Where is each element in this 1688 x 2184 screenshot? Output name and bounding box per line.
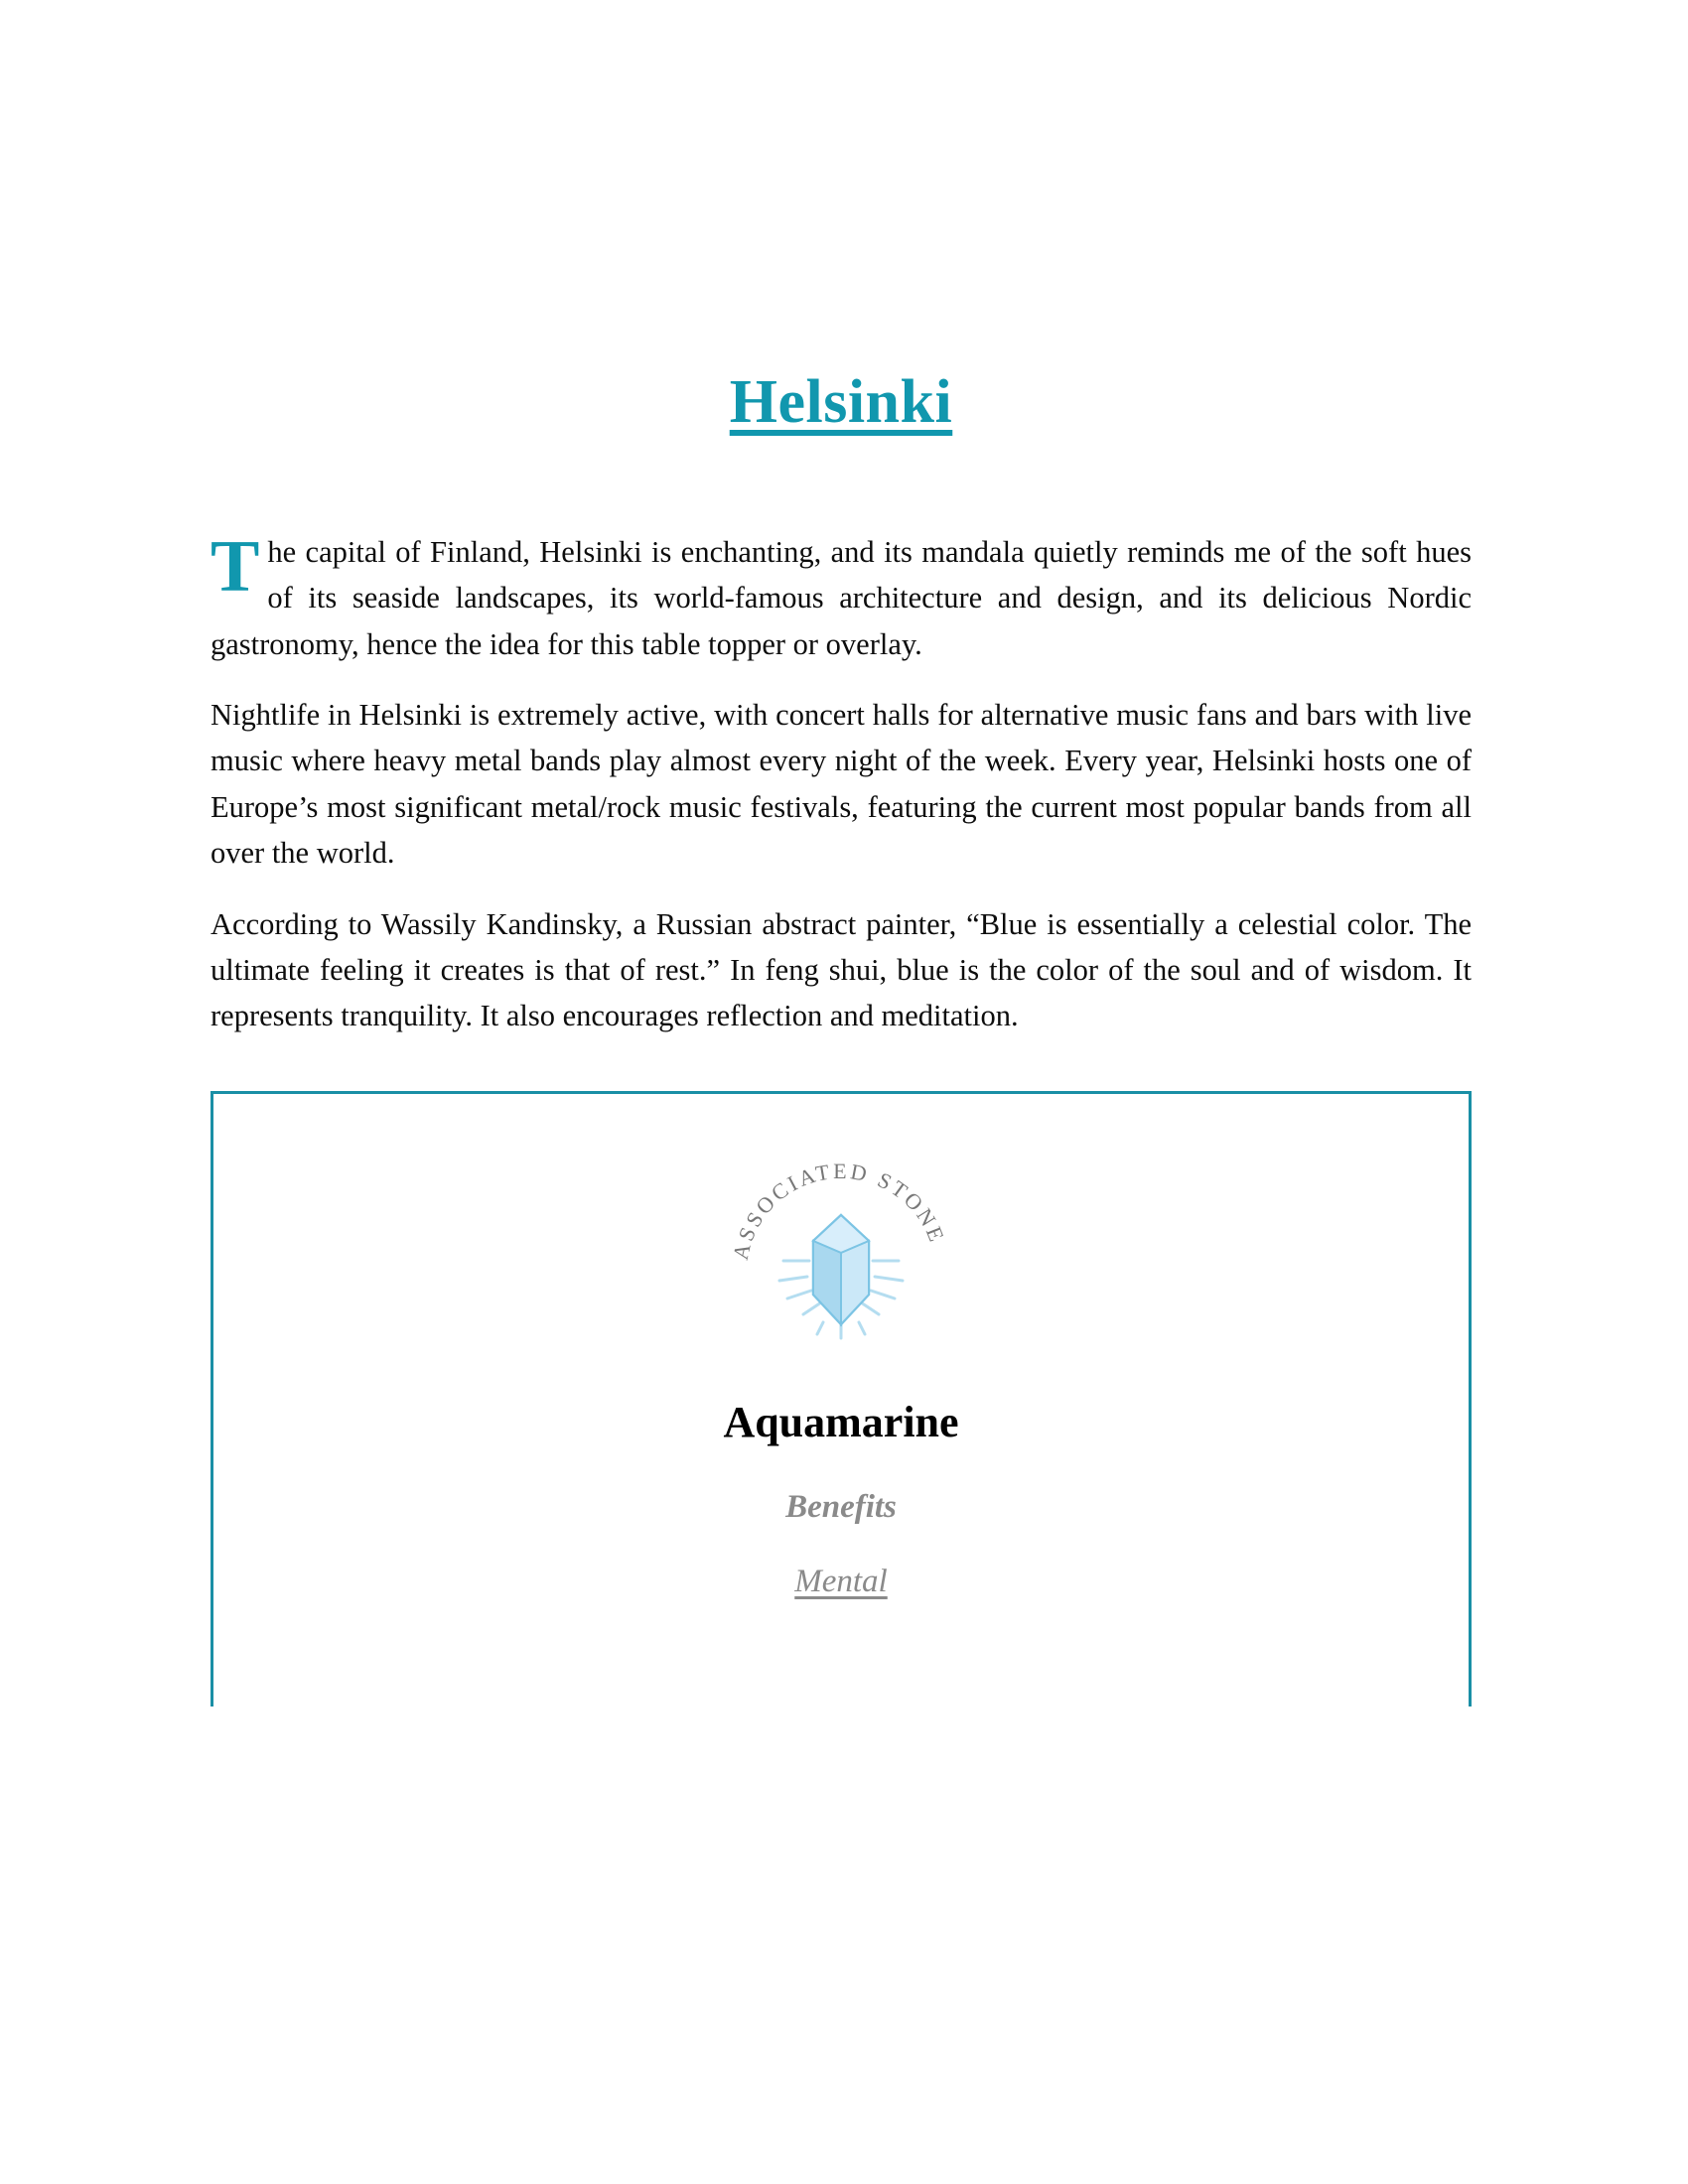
- emblem-arc-text: ASSOCIATED STONE: [727, 1158, 950, 1262]
- stone-emblem: [712, 1154, 970, 1367]
- stone-name: Aquamarine: [723, 1397, 959, 1446]
- paragraph-1: [211, 526, 1472, 667]
- gemstone-icon: [712, 1154, 970, 1367]
- paragraph-2: Nightlife in Helsinki is extremely active, with concert halls for alternative music fans and bars with live music where heavy metal bands play almost every night of the week. Every year, Helsinki hosts one of Europe’s most significant metal/rock music festivals, featuring the current most popular bands from all over the world.: [211, 698, 1472, 871]
- paragraph-3: According to Wassily Kandinsky, a Russian abstract painter, “Blue is essentially a celestial color. The ultimate feeling it creates is that of rest.” In feng shui, blue is the color of the soul and of wisdom. It represents tranquility. It also encourages reflection and meditation.: [211, 906, 1472, 1033]
- paragraph-1-text: he capital of Finland, Helsinki is enchanting, and its mandala quietly reminds me of the soft hues of its seaside landscapes, its world-famous architecture and design, and its delicious Nordic gastronomy, hence the idea for this table topper or overlay.: [211, 535, 1472, 661]
- drop-cap: T: [211, 526, 260, 608]
- associated-stone-card: [211, 1091, 1472, 1706]
- document-content: [211, 0, 1472, 1706]
- benefits-label: Benefits: [785, 1488, 897, 1525]
- benefit-item-mental: Mental: [794, 1563, 888, 1599]
- page-title: Helsinki: [729, 368, 953, 436]
